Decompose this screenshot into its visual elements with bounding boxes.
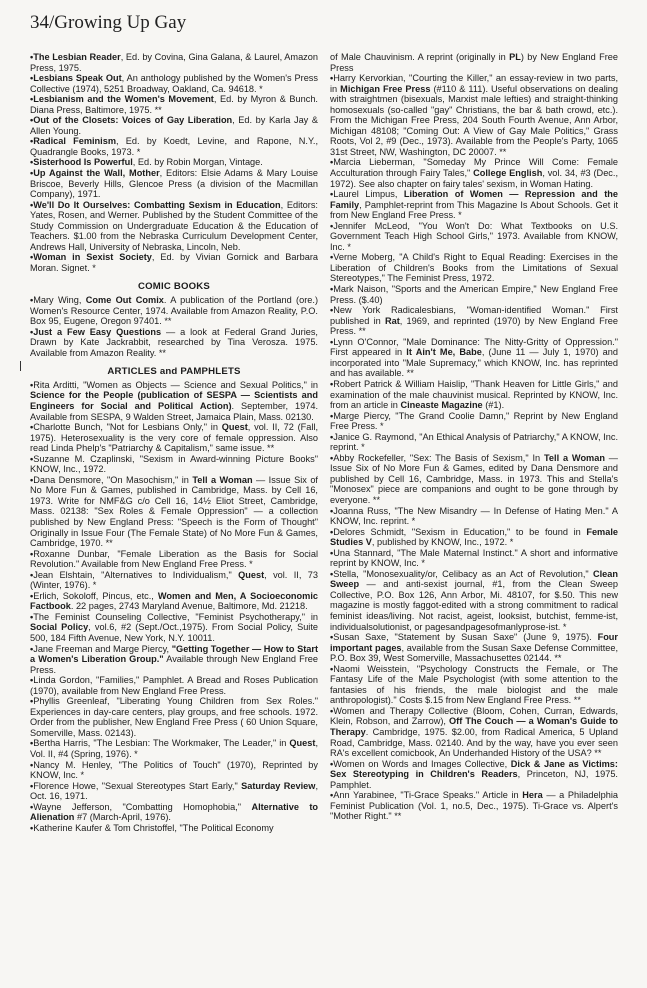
bullet-mark: • [330,705,334,716]
entry-text: Mark Naison, "Sports and the American Empire," New England Free Press. ($.40) [330,284,618,305]
books-section [30,52,318,273]
entry-title: Quest [289,738,316,749]
bullet-mark: • [30,379,34,390]
bullet-mark: • [330,568,334,579]
entry-text: Available through New England Free Press. [30,654,318,675]
entry-title: Quest [221,422,248,433]
entry-text: . 22 pages, 2743 Maryland Avenue, Baltimore, Md. 21218. [70,601,308,612]
bullet-mark: • [330,452,334,463]
bullet-mark: • [330,790,334,801]
entry-title: Women and Men, A Socioeconomic Factbook [30,590,318,612]
articles-section [30,380,318,834]
bibliography-entry [330,305,618,337]
entry-text: , Princeton, NJ, 1975. Pamphlet. [330,769,618,790]
bullet-mark: • [30,696,34,707]
bullet-mark: • [330,189,334,200]
entry-text: of Male Chauvinism. A reprint (originally in [330,52,510,62]
entry-text: — Issue Six of No More Fun & Games, edited by Dana Densmore and published by Cell 16, Cambridge, Mass. in 1973. This and Stella's "Monosex" piece are companions and ought to be gone through by everyone. ** [330,452,618,505]
entry-title: Quest [238,569,265,580]
bullet-mark: • [330,410,334,421]
entry-text: Suzanne M. Czaplinski, "Sexism in Award-winning Picture Books" KNOW, Inc., 1972. [30,453,318,475]
entry-text: Janice G. Raymond, "An Ethical Analysis of Patriarchy," A KNOW, Inc. reprint. * [330,431,618,453]
entry-title: It Ain't Me, Babe [406,347,482,358]
entry-text: Rita Arditti, "Women as Objects — Science and Sexual Politics," in [33,379,318,390]
bullet-mark: • [30,422,34,433]
bibliography-entry: •Lesbians Speak Out, An anthology published by the Women's Press Collective (1974), 5251 Broadway, Oakland, Ca. 94618. * [30,73,318,94]
bibliography-entry [30,549,318,570]
entry-text: Roxanne Dunbar, "Female Liberation as the Basis for Social Revolution." Available from New England Free Press. * [30,548,318,570]
bullet-mark: • [330,252,334,263]
entry-title: Liberation of Women — Repression and the Family [330,189,618,210]
entry-text: The Feminist Counseling Collective, "Feminist Psychotherapy," in [33,611,318,622]
bullet-mark: • [30,759,34,770]
bullet-mark: • [30,474,34,485]
bibliography-entry: •Lesbianism and the Women's Movement, Ed. by Myron & Bunch. Diana Press, Baltimore, 1975. ** [30,94,318,115]
entry-text: Una Stannard, "The Male Maternal Instinct." A short and informative reprint by KNOW, Inc. * [330,547,618,569]
entry-text: Delores Schmidt, "Sexism in Education," to be found in [333,526,587,537]
entry-text: Jean Elshtain, "Alternatives to Individualism," [33,569,239,580]
bullet-mark: • [30,675,34,686]
entry-text: Charlotte Bunch, "Not for Lesbians Only," in [33,422,222,433]
entry-text: New York Radicalesbians, "Woman-identified Woman." First published in [330,305,618,326]
entry-title: Science for the People (publication of SESPA — Scientists and Engineers for Social and Political Action) [30,390,318,411]
bibliography-entry [330,252,618,284]
entry-text: , available from the Susan Saxe Defense Committee, P.O. Box 39, West Somerville, Massachusettes 02144. ** [330,642,619,664]
bibliography-entry: •Mary Wing, Come Out Comix. A publication of the Portland (ore.) Women's Resource Center, 1974. Available from Amazon Reality, P.O. Box 95, Eugene, Oregon 97401. ** [30,295,319,327]
bibliography-entry [330,506,618,527]
entry-title: Cineaste Magazine [400,400,483,411]
bibliography-entry [330,52,618,73]
bibliography-entry [330,189,618,221]
entry-title: Alternative to Alienation [30,801,319,823]
bibliography-entry [330,664,618,706]
section-heading-comic-books: COMIC BOOKS [137,281,211,293]
bullet-mark: • [330,758,334,769]
bibliography-entry [30,675,318,696]
bibliography-entry [30,644,318,676]
entry-title: Hera [522,790,543,801]
entry-title: Social Policy [30,622,89,633]
margin-mark [20,361,21,371]
bullet-mark: • [330,431,334,442]
bibliography-entry [30,380,318,422]
entry-title: Tell a Woman [543,452,605,463]
bibliography-entry [330,73,618,157]
entry-text: Linda Gordon, "Families," Pamphlet. A Bread and Roses Publication (1970), available from New England Free Press. [30,675,318,696]
bullet-mark: • [30,611,34,622]
bibliography-entry [330,548,618,569]
bibliography-entry [330,221,618,253]
entry-title: PL [509,52,521,62]
entry-text: Laurel Limpus, [333,189,404,200]
bullet-mark: • [30,453,34,464]
entry-text: Robert Patrick & William Haislip, "Thank Heaven for Little Girls," and examination of the male chauvinist musical. Reprinted by KNOW, Inc. from an article in [330,378,618,411]
entry-title: College English [473,168,543,179]
page-number: 34 [30,12,49,33]
bullet-mark: • [330,157,334,168]
bibliography-entry [330,284,618,305]
entry-title: Tell a Woman [192,474,253,485]
entry-title: "Getting Together — How to Start a Women's Liberation Group." [30,643,319,665]
entry-text: , vol. II, 73 (Winter, 1976). * [30,569,318,591]
bibliography-entry: •Up Against the Wall, Mother, Editors: Elsie Adams & Mary Louise Briscoe, Beverly Hills, Glencoe Press (a division of the Macmillan Company), 1971. [30,168,319,200]
bibliography-entry [30,591,318,612]
entry-text: Jennifer McLeod, "You Won't Do: What Textbooks on U.S. Government Teach High School Girls," 1973. Available from KNOW, Inc. * [330,220,618,252]
bullet-mark: • [330,526,334,537]
entry-title: Four important pages [330,632,618,653]
bullet-mark: • [30,590,34,601]
entry-text: Wayne Jefferson, "Combatting Homophobia," [33,801,252,812]
bibliography-entry [30,454,318,475]
entry-text: . September, 1974. Available from SESPA, 9 Walden Street, Jamaica Plain, Mass. 02130. [30,400,319,422]
bibliography-entry [330,411,618,432]
bullet-mark: • [330,305,334,316]
entry-text: — a Philadelphia Feminist Publication (Vol. 1, no.5, Dec., 1975). Ti-Grace vs. Alpert's "Mother Right." ** [330,790,618,822]
bibliography-entry [330,790,618,822]
bibliography-entry [30,422,318,454]
section-heading-articles: ARTICLES and PAMPHLETS [107,366,241,378]
bibliography-entry [330,157,618,189]
bullet-mark: • [30,780,34,791]
entry-text: , vol. 34, #3 (Dec., 1972). See also chapter on fairy tales' sexism, in Woman Hating. [330,168,619,189]
entry-text: Katherine Kaufer & Tom Christoffel, "The Political Economy [33,822,274,833]
bibliography-entry [330,759,618,791]
entry-text: , Pamphlet-reprint from This Magazine Is About Schools. Get it from New England Free Press. * [330,199,618,221]
bibliography-entry [330,706,618,759]
bibliography-entry: •Just a Few Easy Questions — a look at Federal Grand Juries, Drawn by Kate Jackrabbit, researched by Tina Verosza. 1975. Available from Amazon Reality. ** [30,326,318,358]
bullet-mark: • [30,822,34,833]
entry-text: — and anti-sexist journal, #1, from the Clean Sweep Collective, P.O. Box 126, Ann Arbor, Mi. 48107, for $.50. This new magazine is mostly faggot-edited with a strong commitment to radical feminist ideas/living. Not racist, ageist, looksist, butchist, femme-ist, individualsolutionist, or pagesandpagesofmanlyprose-ist. * [330,579,618,632]
bullet-mark: • [330,632,334,643]
entry-text: , published by KNOW, Inc., 1972. * [371,537,514,548]
bibliography-entry [30,612,318,644]
entry-text: , (June 11 — July 1, 1970) and incorporated into "Male Supremacy," which KNOW, Inc. has reprinted and has available. ** [330,347,618,379]
entry-text: , Oct. 16, 1971. [30,780,318,802]
entry-title: Female Studies V [330,526,618,548]
entry-text: Phyllis Greenleaf, "Liberating Young Children from Sex Roles." Experiences in day-care centers, play groups, and free schools. 1972. Order from the publisher, New England Free Press ( 60 Union Square, Somerville, Mass. 02143). [30,696,318,738]
bullet-mark: • [330,378,334,389]
bibliography-entry [30,760,318,781]
bullet-mark: • [30,643,34,654]
bibliography-entry [30,475,318,549]
bibliography-entry: •Radical Feminism, Ed. by Koedt, Levine, and Rapone, N.Y., Quadrangle Books, 1973. * [30,136,318,157]
entry-text: Erlich, Sokoloff, Pincus, etc., [33,590,158,601]
bibliography-entry [30,823,318,834]
entry-title: Rat [384,315,400,326]
right-column [330,52,618,822]
bibliography-entry [330,569,618,632]
bibliography-entry: •Woman in Sexist Society, Ed. by Vivian Gornick and Barbara Moran. Signet. * [30,252,318,273]
entry-text: Florence Howe, "Sexual Stereotypes Start Early," [33,780,242,791]
bibliography-entry: •We'll Do It Ourselves: Combatting Sexism in Education, Editors: Yates, Rosen, and Werner. Published by the Student Committee of the Study Commission on Undergraduate Education & the Education of Teachers. $1.00 from the Nebraska Curriculum Development Center, Andrews Hall, University of Nebraska, Lincoln, Neb. [30,199,318,252]
entry-text: Marge Piercy, "The Grand Coolie Damn," Reprint by New England Free Press. * [330,410,618,432]
bullet-mark: • [30,569,34,580]
bibliography-entry [330,432,618,453]
entry-text: Women on Words and Images Collective, [333,758,511,769]
bibliography-entry [330,632,618,664]
entry-text: , vol.6, #2 (Sept./Oct.,1975). From Social Policy, Suite 500, 184 Fifth Avenue, New York, N.Y. 10011. [30,622,319,643]
entry-text: , vol. II, 72 (Fall, 1975). Heterosexuality is the very core of female oppression. Also read Linda Phelp's "Patriarchy & Capitalism," same issue. ** [30,422,319,454]
bibliography-entry [30,570,318,591]
bibliography-entry [330,337,618,379]
bibliography-entry [330,527,618,548]
bibliography-entry [30,781,318,802]
entry-text: (#1). [482,400,505,411]
entry-text: ) by New England Free Press [330,52,618,73]
entry-text: Dana Densmore, "On Masochism," in [33,474,193,485]
entry-text: Bertha Harris, "The Lesbian: The Workmaker, The Leader," in [33,738,290,749]
bullet-mark: • [330,505,334,516]
entry-text: , 1969, and reprinted (1970) by New England Free Press. ** [330,315,618,337]
bullet-mark: • [330,547,334,558]
bullet-mark: • [330,663,334,674]
bibliography-entry [30,738,318,759]
entry-title: Dick & Jane as Victims: Sex Stereotyping in Children's Readers [330,758,618,780]
running-title: /Growing Up Gay [49,12,187,33]
entry-text: Lynn O'Connor, "Male Dominance: The Nitty-Gritty of Oppression." First appeared in [330,336,618,358]
entry-text: . Cambridge, 1975. $2.00, from Radical America, 5 Upland Road, Cambridge, Mass. 02140. And by the way, have you ever seen RA's excellent comicbook, An Underhanded History of the USA? ** [330,727,618,759]
bibliography-entry [330,379,618,411]
entry-text: Verne Moberg, "A Child's Right to Equal Reading: Exercises in the Liberation of Children's Books from the Limitations of Sexual Stereotypes," The Feminist Press, 1972. [330,252,618,284]
bullet-mark: • [330,284,334,295]
bullet-mark: • [30,548,34,559]
entry-title: Clean Sweep [330,568,618,590]
left-column [30,52,318,833]
bibliography-entry: •Out of the Closets: Voices of Gay Liberation, Ed. by Karla Jay & Allen Young. [30,115,318,136]
entry-text: Jane Freeman and Marge Piercy, [33,643,172,654]
entry-text: Ann Yarabinee, "Ti-Grace Speaks." Article in [333,790,523,801]
entry-text: Joanna Russ, "The New Misandry — In Defense of Hating Men." A KNOW, Inc. reprint. * [330,505,618,527]
bibliography-entry: •The Lesbian Reader, Ed. by Covina, Gina Galana, & Laurel, Amazon Press, 1975. [30,52,318,73]
entry-text: Marcia Lieberman, "Someday My Prince Will Come: Female Acculturation through Fairy Tales," [330,157,618,179]
entry-text: Naomi Weisstein, "Psychology Constructs the Female, or The Fantasy Life of the Male Psychologist (with some attention to the fantasies of his friends, the male biologist and the male anthropologist)." Costs $.15 from New England Free Press. ** [330,663,618,706]
entry-title: Michigan Free Press [340,83,431,94]
bullet-mark: • [330,336,334,347]
entry-text: Women and Therapy Collective (Bloom, Cohen, Curran, Edwards, Klein, Robson, and Zarrow), [330,705,618,727]
bibliography-entry [330,453,618,506]
entry-title: Saturday Review [241,780,316,791]
bibliography-entry: •Sisterhood Is Powerful, Ed. by Robin Morgan, Vintage. [30,157,263,168]
entry-text: Nancy M. Henley, "The Politics of Touch" (1970), Reprinted by KNOW, Inc. * [30,759,318,781]
running-header [30,12,186,34]
bibliography-entry [30,696,318,738]
entry-text: Stella, "Monosexuality/or, Celibacy as an Act of Revolution," [333,568,593,579]
entry-text: Harry Kervorkian, "Courting the Killer," an essay-review in two parts, in [330,73,618,94]
bullet-mark: • [30,801,34,812]
entry-text: Susan Saxe, "Statement by Susan Saxe" (June 9, 1975). [333,632,598,643]
entry-text: — Issue Six of No More Fun & Games, published in Cambridge, Mass. by Cell 16, 1973. Write for NMF&G c/o Cell 16, 14½ Eliot Street, Cambridge, Mass. 02138: "Sex Roles & Female Oppression" — a collection published by New England Press: "Speech is the Form of Thought" Originally in Issue Four (The Female State) of No More Fun & Games, Cambridge, 1970. ** [30,474,318,549]
entry-text: #7 (March-April, 1976). [74,812,171,823]
comics-section [30,295,318,358]
entry-title: Off The Couch — a Woman's Guide to Therapy [330,716,618,737]
bullet-mark: • [330,220,334,231]
bullet-mark: • [30,738,34,749]
entry-text: , Vol. II, #4 (Spring, 1976). * [30,738,318,759]
bullet-mark: • [330,73,334,84]
bibliography-entry [30,802,318,823]
entry-text: Abby Rockefeller, "Sex: The Basis of Sexism," In [333,452,544,463]
entry-text: (#110 & 111). Useful observations on dealing with straightmen (bisexuals, Marxist male lefties) and straight-thinking homosexuals (so-called "gay" Christians, the bar & bath crowd, etc.). From the Michigan Free Press, 204 South Fourth Avenue, Ann Arbor, Michigan 48108; "Coming Out: A View of Gay Male Politics," Grass Roots, Vol 2, #9 (Dec., 1973). Available from the People's Party, 1065 31st Street, NW, Washington, DC 20007. ** [330,83,619,157]
